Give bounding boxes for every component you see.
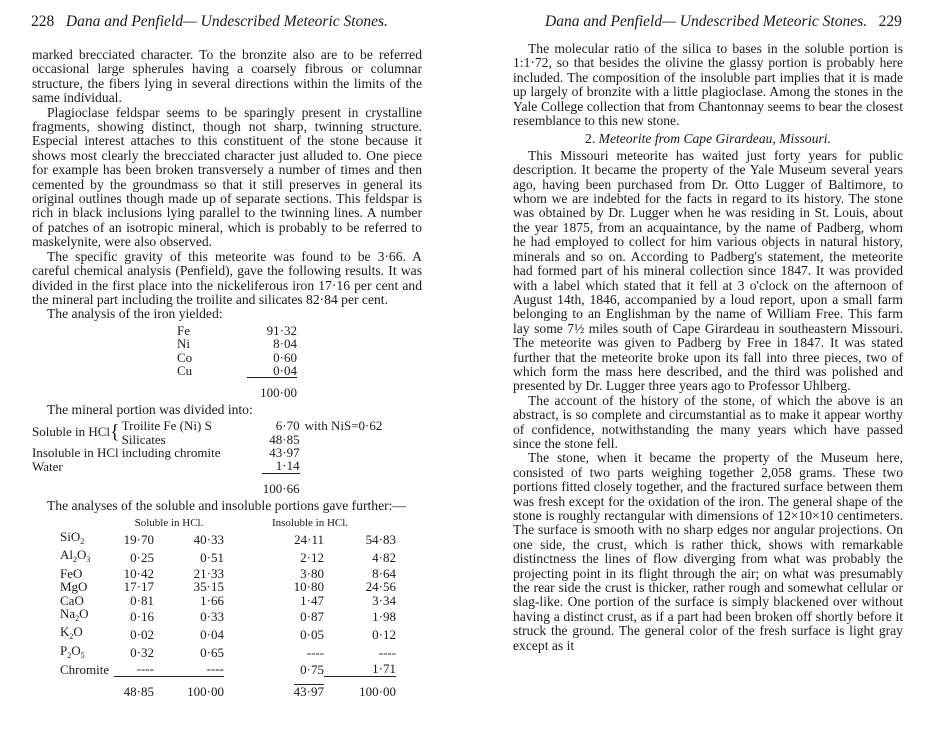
insoluble-raw: 10·80 bbox=[293, 579, 324, 595]
insoluble-pct: 54·83 bbox=[365, 531, 396, 547]
insoluble-pct: 8·64 bbox=[372, 565, 396, 581]
insoluble-raw: 0·75 bbox=[300, 661, 324, 677]
soluble-pct: 0·51 bbox=[200, 549, 224, 565]
insoluble-raw: 1·47 bbox=[300, 592, 324, 608]
total-soluble-raw: 48·85 bbox=[114, 676, 154, 698]
right-body bbox=[513, 42, 903, 653]
element: Fe bbox=[177, 322, 190, 338]
paragraph: marked brecciated character. To the bronzite also are to be referred occasional large spherules having a coarsely fibrous or columnar structure, the fibers lying in several directions within the limits of the same individual. bbox=[32, 47, 422, 106]
element: Co bbox=[177, 349, 193, 365]
paragraph: This Missouri meteorite has waited just forty years for public description. It became the property of the Yale Museum several years ago, having been purchased from Dr. Otto Lugger of Baltimore, to whom we are indebted for the facts in regard to its history. The stone was obtained by Dr. Lugger when he was residing in St. Louis, about the year 1875, from an acquaintance, by the name of Padberg, whom he had employed to collect for him various objects in natural history, minerals and so on. According to Padberg's statement, the meteorite had formed part of his mineral collection since 1847. It was provided with a label which stated that it fell at 3 o'clock on the afternoon of August 14th, 1846, accompanied by a loud report, upon a small farm belonging to an Englishman by the name of William Free. This farm lay some 7½ miles south of Cape Girardeau in southeastern Missouri. The meteorite was given to Padberg by Free in 1847. It was stated further that the meteorite broke upon its fall into three pieces, two of which form the mass here described, and the third was polished and presented by Dr. Lugger three years ago to Professor Uhlberg. bbox=[513, 147, 903, 394]
soluble-raw: 0·02 bbox=[130, 626, 154, 642]
troilite-note: with NiS=0·62 bbox=[304, 418, 383, 434]
oxide-label: $K_2O$ bbox=[60, 624, 83, 642]
insoluble-pct: 0·12 bbox=[372, 626, 396, 642]
troilite-label: Troilite Fe (Ni) S bbox=[121, 418, 212, 434]
paragraph: The specific gravity of this meteorite was found to be 3·66. A careful chemical analysis (Penfield), gave the following results. It was divided in the first place into the nickeliferous iron 17·16 per cent and the mineral part including the troilite and silicates 82·84 per cent. bbox=[32, 248, 422, 307]
soluble-raw: ---- bbox=[136, 661, 154, 677]
oxide-label: FeO bbox=[60, 565, 83, 581]
analysis-row bbox=[60, 530, 396, 548]
analysis-row bbox=[60, 567, 396, 580]
soluble-raw: 0·81 bbox=[130, 592, 154, 608]
soluble-column-header: Soluble in HCl. bbox=[134, 516, 204, 529]
total-insoluble-raw: 43·97 bbox=[293, 684, 324, 700]
element: Cu bbox=[177, 363, 193, 379]
paragraph: The analysis of the iron yielded: bbox=[47, 306, 223, 322]
oxide-label: SiO$_2$ bbox=[60, 529, 85, 546]
right-page bbox=[465, 0, 930, 750]
insoluble-label: Insoluble in HCl including chromite bbox=[32, 444, 221, 460]
analysis-row bbox=[60, 594, 396, 607]
page-number: 229 bbox=[878, 13, 902, 30]
water-value: 1·14 bbox=[275, 458, 300, 474]
total-insoluble-pct: 100·00 bbox=[324, 676, 396, 698]
paragraph: The mineral portion was divided into: bbox=[47, 401, 253, 417]
insoluble-raw: 0·05 bbox=[300, 626, 324, 642]
element: Ni bbox=[177, 336, 190, 352]
soluble-raw: 10·42 bbox=[123, 565, 154, 581]
paragraph: The stone, when it became the property of the Museum here, consisted of two parts weighing together 2,058 grams. These two portions fitted closely together, and the fractured surface between them was fresh except for the oxidation of the iron. The general shape of the stone is roughly rectangular with dimensions of 12×10×10 centimeters. The surface is smooth with no sharp edges nor angular projections. On one side, the crust, which is rather thick, shows with remarkable distinctness the lines of flow diverging from what was probably the projecting point in its flight through the air; on what was presumably the rear side the crust is thicker, rather rough and somewhat cellular or slag-like. One portion of the surface is simply blackened over without having a distinct crust, as if a part had been broken off shortly before it struck the ground. The general color of the fresh surface is light gray except as it bbox=[513, 450, 903, 653]
insoluble-raw: 24·11 bbox=[294, 531, 324, 547]
analysis-row bbox=[60, 662, 396, 676]
soluble-pct: 1·66 bbox=[200, 592, 224, 608]
insoluble-pct: 3·34 bbox=[372, 592, 396, 608]
oxide-label: $Na_2O$ bbox=[60, 606, 89, 624]
left-body bbox=[32, 48, 422, 699]
water-label: Water bbox=[32, 458, 63, 474]
soluble-raw: 0·16 bbox=[130, 608, 154, 624]
oxide-label: CaO bbox=[60, 592, 84, 608]
running-head bbox=[31, 13, 388, 31]
soluble-pct: 0·04 bbox=[200, 626, 224, 642]
iron-analysis-table bbox=[177, 324, 297, 400]
iron-row bbox=[177, 337, 297, 350]
paragraph: Plagioclase feldspar seems to be sparingly present in crystalline fragments, showing distinct, though not sharp, twinning structure. Especial interest attaches to this constituent of the stone because it shows most clearly the brecciated character just alluded to. One piece for example has been broken transversely a number of times and then cemented by the groundmass so that it still preserves in general its original outlines though made up of separate sections. This feldspar is rich in black inclusions lying parallel to the twinning lines. A number of patches of an isotropic mineral, which is probably to be referred to maskelynite, were also observed. bbox=[32, 104, 422, 250]
analysis-row bbox=[60, 644, 396, 662]
soluble-label: Soluble in HCl bbox=[32, 424, 111, 440]
insoluble-pct: 24·56 bbox=[365, 579, 396, 595]
soluble-pct: 0·33 bbox=[200, 608, 224, 624]
running-title: Dana and Penfield— Undescribed Meteoric Stones. bbox=[545, 13, 867, 30]
oxide-label: Chromite bbox=[60, 661, 110, 677]
silicates-value: 48·85 bbox=[269, 431, 300, 447]
soluble-raw: 19·70 bbox=[123, 531, 154, 547]
soluble-pct: 35·15 bbox=[193, 579, 224, 595]
total-soluble-pct: 100·00 bbox=[154, 676, 224, 698]
soluble-raw: 0·25 bbox=[130, 549, 154, 565]
iron-row bbox=[177, 364, 297, 378]
soluble-pct: ---- bbox=[206, 661, 224, 677]
soluble-insoluble-analysis-table bbox=[60, 517, 396, 699]
mineral-total: 100·66 bbox=[262, 473, 300, 495]
iron-total: 100·00 bbox=[247, 378, 297, 400]
insoluble-raw: 0·87 bbox=[300, 608, 324, 624]
running-title: Dana and Penfield— Undescribed Meteoric Stones. bbox=[65, 13, 388, 30]
analysis-row bbox=[60, 580, 396, 593]
analysis-row bbox=[60, 607, 396, 625]
value: 0·04 bbox=[273, 362, 297, 378]
oxide-label: MgO bbox=[60, 579, 88, 595]
troilite-value: 6·70 bbox=[275, 418, 300, 434]
soluble-raw: 17·17 bbox=[123, 579, 154, 595]
page-number: 228 bbox=[31, 13, 55, 30]
insoluble-raw: 2·12 bbox=[300, 549, 324, 565]
silicates-label: Silicates bbox=[121, 431, 166, 447]
oxide-label: $P_2O_5$ bbox=[60, 642, 85, 660]
section-heading: 2. Meteorite from Cape Girardeau, Missouri. bbox=[585, 131, 831, 147]
insoluble-raw: 3·80 bbox=[300, 565, 324, 581]
insoluble-pct: 4·82 bbox=[372, 549, 396, 565]
soluble-pct: 0·65 bbox=[200, 645, 224, 661]
iron-row bbox=[177, 324, 297, 337]
insoluble-value: 43·97 bbox=[269, 444, 300, 460]
insoluble-column-header: Insoluble in HCl. bbox=[271, 516, 349, 529]
running-head bbox=[545, 13, 902, 31]
value: 91·32 bbox=[266, 322, 297, 338]
insoluble-pct: 1·71 bbox=[372, 661, 396, 677]
analysis-row bbox=[60, 625, 396, 643]
mineral-portion-table: Soluble in HCl{ Troilite Fe (Ni) S 6·70 with NiS=0·62 Silicates 48·85 Insoluble in HCl including chromite 43·97 Water 1·14 100·66 bbox=[32, 418, 383, 496]
value: 8·04 bbox=[273, 336, 297, 352]
soluble-raw: 0·32 bbox=[130, 645, 154, 661]
paragraph: The account of the history of the stone, of which the above is an abstract, is so complete and circumstantial as to make it appear worthy of confidence, notwithstanding the many years which have passed since the stone fell. bbox=[513, 392, 903, 451]
oxide-label: $Al_2O_3$ bbox=[60, 547, 91, 565]
analysis-row bbox=[60, 548, 396, 566]
soluble-pct: 40·33 bbox=[193, 531, 224, 547]
insoluble-raw: ---- bbox=[306, 645, 324, 661]
paragraph: The analyses of the soluble and insoluble portions gave further:— bbox=[47, 498, 407, 514]
soluble-pct: 21·33 bbox=[193, 565, 224, 581]
insoluble-pct: ---- bbox=[378, 645, 396, 661]
insoluble-pct: 1·98 bbox=[372, 608, 396, 624]
paragraph: The molecular ratio of the silica to bases in the soluble portion is 1:1·72, so that besides the olivine the glassy portion is probably here included. The composition of the insoluble part implies that it is made up largely of bronzite with a little plagioclase. Among the stones in the Yale College collection that from Chantonnay seems to bear the closest resemblance to this new stone. bbox=[513, 41, 903, 129]
iron-row bbox=[177, 351, 297, 364]
value: 0·60 bbox=[273, 349, 297, 365]
